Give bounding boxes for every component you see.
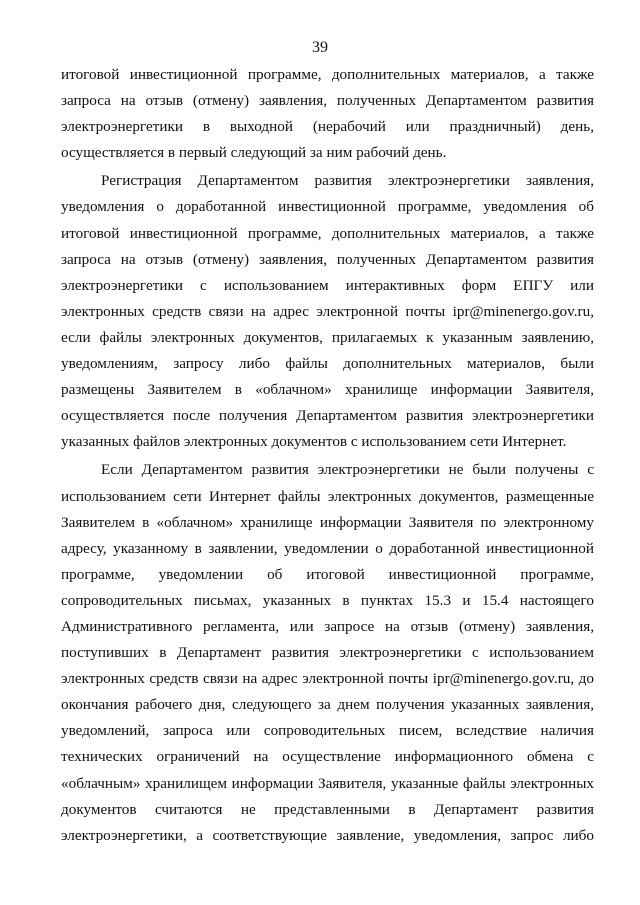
text-line: итоговой инвестиционной программе, дополнительных материалов, а также	[61, 224, 594, 242]
text-line: осуществляется в первый следующий за ним рабочий день.	[61, 144, 447, 162]
paragraph-registration	[61, 168, 594, 455]
text-line: запроса на отзыв (отмену) заявления, полученных Департаментом развития	[61, 250, 594, 268]
text-line: итоговой инвестиционной программе, дополнительных материалов, а также	[61, 66, 594, 83]
text-line: электронных средств связи на адрес электронной почты ipr@minenergo.gov.ru, до	[61, 670, 594, 688]
text-line: указанных файлов электронных документов с использованием сети Интернет.	[61, 433, 567, 451]
paragraph-cloud-files	[61, 457, 594, 848]
text-line: запроса на отзыв (отмену) заявления, полученных Департаментом развития	[61, 92, 594, 110]
text-line: размещены Заявителем в «облачном» хранилище информации Заявителя,	[61, 381, 594, 399]
text-line: электроэнергетики, а соответствующие заявление, уведомления, запрос либо	[61, 826, 594, 844]
text-line: технических ограничений на осуществление информационного обмена с	[61, 748, 594, 766]
text-line: поступивших в Департамент развития электроэнергетики с использованием	[61, 644, 594, 662]
text-line: окончания рабочего дня, следующего за днем получения указанных заявления,	[61, 696, 594, 714]
text-line: осуществляется после получения Департаментом развития электроэнергетики	[61, 407, 594, 425]
text-line: Заявителем в «облачном» хранилище информации Заявителя по электронному	[61, 513, 594, 531]
text-line: сопроводительных письмах, указанных в пунктах 15.3 и 15.4 настоящего	[61, 591, 594, 609]
text-line: документов считаются не представленными в Департамент развития	[61, 800, 594, 818]
page-number: 39	[312, 39, 328, 56]
paragraph-continuation	[61, 62, 594, 166]
text-line: электроэнергетики с использованием интерактивных форм ЕПГУ или	[61, 276, 594, 294]
text-line: адресу, указанному в заявлении, уведомлении о доработанной инвестиционной	[61, 539, 594, 557]
text-line: Если Департаментом развития электроэнергетики не были получены с	[101, 461, 594, 479]
text-line: электроэнергетики в выходной (нерабочий или праздничный) день,	[61, 118, 594, 136]
text-line: если файлы электронных документов, прилагаемых к указанным заявлению,	[61, 328, 594, 346]
text-line: Регистрация Департаментом развития электроэнергетики заявления,	[101, 172, 594, 190]
text-line: уведомления о доработанной инвестиционной программе, уведомления об	[61, 198, 594, 216]
text-line: программе, уведомлении об итоговой инвестиционной программе,	[61, 565, 594, 583]
text-line: использованием сети Интернет файлы электронных документов, размещенные	[61, 487, 594, 505]
text-line: «облачным» хранилищем информации Заявителя, указанные файлы электронных	[61, 774, 594, 792]
text-line: Административного регламента, или запросе на отзыв (отмену) заявления,	[61, 617, 594, 635]
text-line: электронных средств связи на адрес электронной почты ipr@minenergo.gov.ru,	[61, 302, 594, 320]
text-line: уведомлений, запроса или сопроводительных писем, вследствие наличия	[61, 722, 594, 740]
text-line: уведомлениям, запросу либо файлы дополнительных материалов, были	[61, 355, 594, 373]
document-body	[61, 62, 594, 849]
